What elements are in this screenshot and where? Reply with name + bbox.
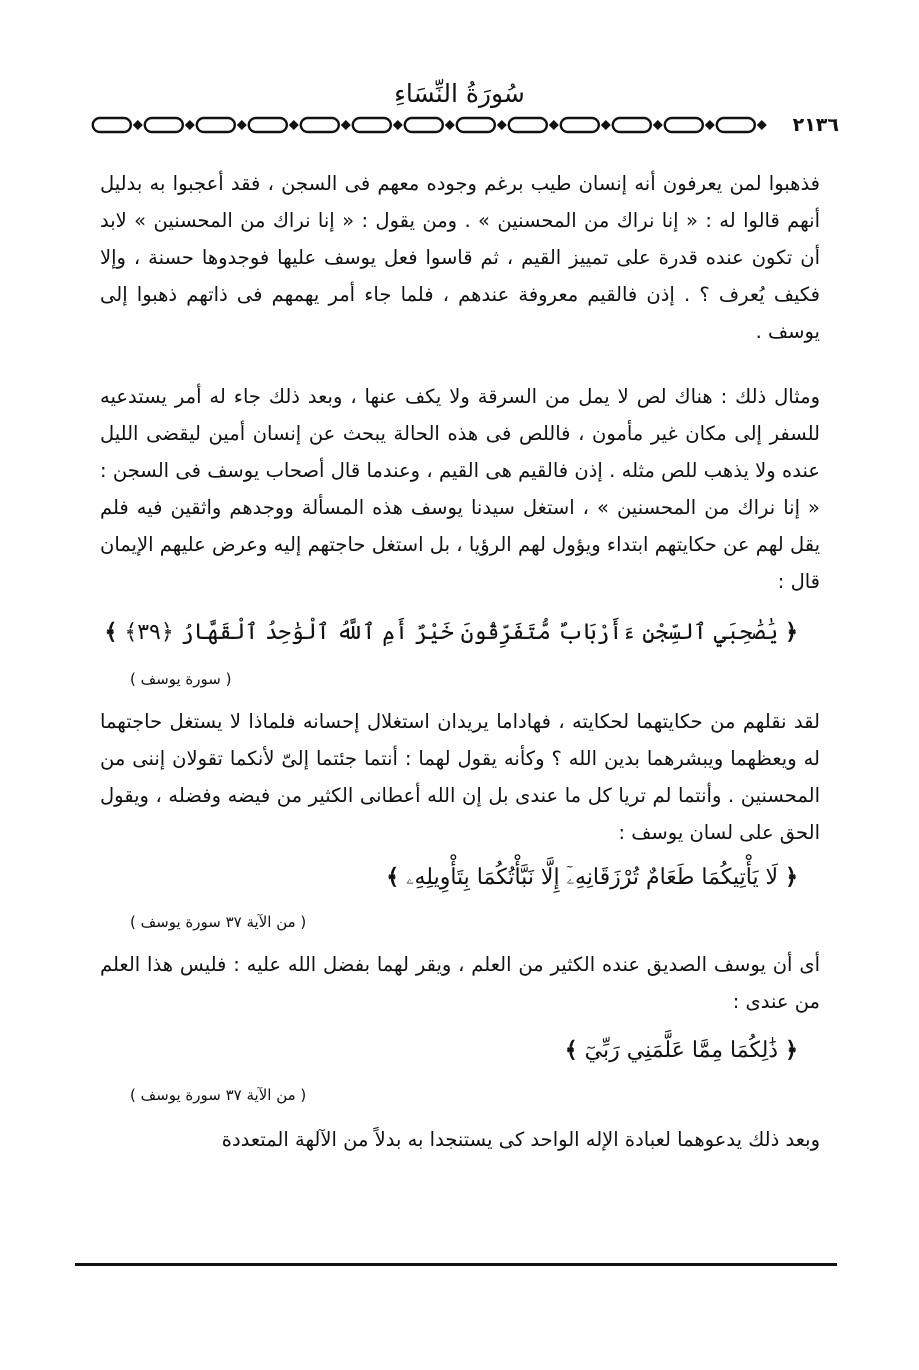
ornament-diamond [445,120,455,130]
ornament-diamond [497,120,507,130]
page-number: ٢١٣٦ [792,114,839,136]
paragraph: لقد نقلهم من حكايتهما لحكايته ، فهاداما يريدان استغلال إحسانه فلماذا لا يستغل حاجتهما له ويعظهما ويبشرهما بدين الله ؟ وكأنه يقول لهما : أنتما جئتما إلىّ لأنكما تقولان إننى من المحسنين . وأنتما لم تريا كل ما عندى بل إن الله أعطانى الكثير من فيضه وفضله ، ويقول الحق على لسان يوسف : [100,710,820,844]
ornament-link [353,118,391,132]
surah-title: سُورَةُ النِّسَاءِ [394,79,525,108]
ornament-diamond [705,120,715,130]
ornament-diamond [289,120,299,130]
verse-open-brace: ﴿ [785,1037,798,1063]
ornament-diamond [601,120,611,130]
quran-verse [100,1030,820,1071]
ornament-link [665,118,703,132]
paragraph: فذهبوا لمن يعرفون أنه إنسان طيب برغم وجوده معهم فى السجن ، فقد أعجبوا به بدليل أنهم قالوا له : « إنا نراك من المحسنين » . ومن يقول : « إنا نراك من المحسنين » لابد أن تكون عنده قدرة على تمييز القيم ، ثم قاسوا فعل يوسف عليها فوجدوها حسنة ، وإلا فكيف يُعرف ؟ . إذن فالقيم معروفة عندهم ، فلما جاء أمر يهمهم فى ذاتهم ذهبوا إلى يوسف . [100,172,820,343]
quran-verse [100,857,820,898]
ornament-diamond [757,120,767,130]
ornament-link [93,118,131,132]
verse-citation: ( سورة يوسف ) [130,670,232,688]
ornament-link [301,118,339,132]
ornament-link [145,118,183,132]
header-ornament-band [75,112,839,138]
paragraph: ومثال ذلك : هناك لص لا يمل من السرقة ولا يكف عنها ، وبعد ذلك جاء له أمر يستدعيه للسفر إلى مكان غير مأمون ، فاللص فى هذه الحالة يبحث عن إنسان أمين ليقضى الليل عنده ولا يذهب للص مثله . إذن فالقيم هى القيم ، وعندما قال أصحاب يوسف فى السجن : « إنا نراك من المحسنين » ، استغل سيدنا يوسف هذه المسألة ووجدهم واثقين فيه فلم يقل لهم عن حكايتهم ابتداء ويؤول لهم الرؤيا ، بل استغل حاجتهم إليه وعرض عليهم الإيمان قال : [100,385,820,593]
verse-citation: ( من الآية ٣٧ سورة يوسف ) [130,913,307,931]
ornament-link [249,118,287,132]
ornament-diamond [653,120,663,130]
verse-text: لَا يَأْتِيكُمَا طَعَامٌ تُرْزَقَانِهِۦٓ إِلَّا نَبَّأْتُكُمَا بِتَأْوِيلِهِۦ [406,865,779,890]
ornament-link [613,118,651,132]
verse-text: ذَٰلِكُمَا مِمَّا عَلَّمَنِي رَبِّيٓ [584,1038,779,1063]
footer-rule [75,1263,837,1266]
ornament-chain [75,112,787,138]
verse-close-brace: ﴾ [104,619,118,645]
verse-close-brace: ﴾ [386,864,400,890]
verse-close-brace: ﴾ [564,1037,578,1063]
ornament-link [197,118,235,132]
ornament-link [561,118,599,132]
ornament-diamond [185,120,195,130]
ornament-diamond [549,120,559,130]
paragraph: أى أن يوسف الصديق عنده الكثير من العلم ، ويقر لهما بفضل الله عليه : فليس هذا العلم من عندى : [100,953,820,1013]
ornament-link [405,118,443,132]
verse-citation: ( من الآية ٣٧ سورة يوسف ) [130,1086,307,1104]
ornament-link [509,118,547,132]
quran-verse [100,612,820,653]
verse-open-brace: ﴿ [785,619,798,645]
ayah-number-mark: ﴿٣٩﴾ [124,620,174,645]
ornament-diamond [393,120,403,130]
ornament-diamond [133,120,143,130]
ornament-diamond [237,120,247,130]
page-body [100,165,820,1158]
verse-open-brace: ﴿ [785,864,798,890]
verse-text: يَٰصَٰحِبَيِ ٱلسِّجْنِ ءَأَرْبَابٌ مُّتَفَرِّقُونَ خَيْرٌ أَمِ ٱللَّهُ ٱلْوَٰحِدُ ٱلْقَهَّارُ [180,620,779,645]
paragraph: وبعد ذلك يدعوهما لعبادة الإله الواحد كى يستنجدا به بدلاً من الآلهة المتعددة [221,1128,820,1151]
ornament-link [457,118,495,132]
ornament-diamond [341,120,351,130]
ornament-link [717,118,755,132]
